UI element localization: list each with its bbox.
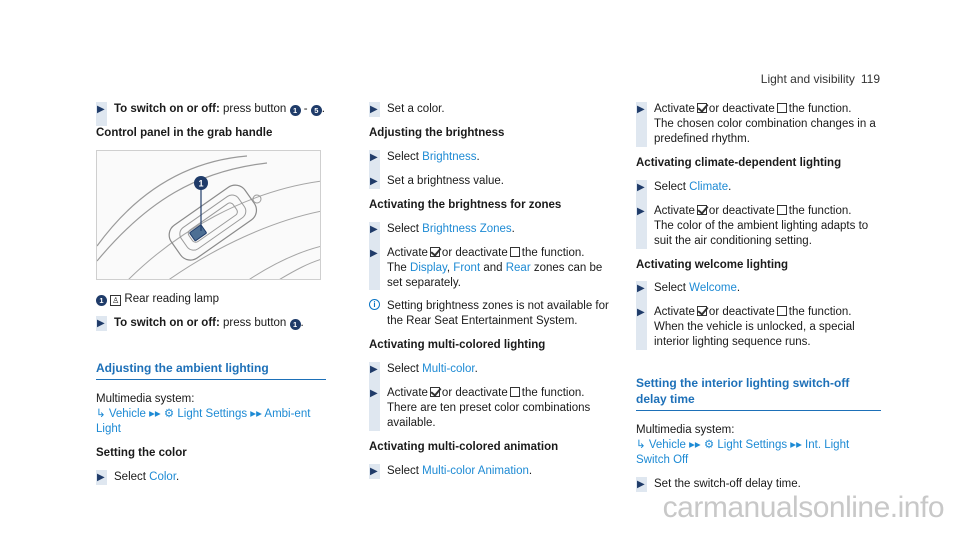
chevron-right-icon: ▸▸ xyxy=(250,408,262,421)
arrow-icon: ▶ xyxy=(97,317,105,329)
step-text: Activate xyxy=(387,387,428,400)
arrow-icon: ▶ xyxy=(370,465,378,477)
checkbox-empty-icon xyxy=(777,306,787,316)
step-select-brightness xyxy=(369,150,609,165)
period: . xyxy=(736,282,741,295)
step-switch-on-off xyxy=(96,102,326,117)
arrow-icon: ▶ xyxy=(637,205,645,217)
figure-callout: 1 xyxy=(198,178,204,189)
step-activate-welcome xyxy=(636,305,881,350)
checkbox-checked-icon xyxy=(697,205,707,215)
step-text: the function. xyxy=(521,246,585,259)
path-vehicle[interactable]: Vehicle xyxy=(648,439,686,452)
step-text: Select xyxy=(387,222,419,235)
arrow-icon: ▶ xyxy=(637,283,645,295)
info-icon: i xyxy=(369,299,380,310)
path-int-light-switch-off[interactable]: Int. Light Switch Off xyxy=(636,439,850,467)
front-link[interactable]: Front xyxy=(453,261,481,274)
step-text: Set the switch-off delay time. xyxy=(654,478,801,491)
step-text: The chosen color combination changes in a predefined rhythm. xyxy=(654,117,876,145)
step-select-climate xyxy=(636,180,881,195)
section-heading-ambient: Adjusting the ambient lighting xyxy=(96,361,326,381)
step-text: or deactivate xyxy=(708,103,775,115)
checkbox-empty-icon xyxy=(777,103,787,113)
step-set-color xyxy=(369,102,609,117)
light-settings-icon: ⚙ xyxy=(163,408,175,421)
comma: , xyxy=(446,261,451,274)
multicolor-heading: Activating multi-colored lighting xyxy=(369,339,546,352)
step-text: the function. xyxy=(788,103,852,115)
chevron-right-icon: ▸▸ xyxy=(689,439,701,452)
step-text: Activate xyxy=(387,246,428,259)
watermark: carmanualsonline.info xyxy=(662,491,944,524)
checkbox-checked-icon xyxy=(697,306,707,316)
path-arrow-icon: ↳ xyxy=(636,439,646,452)
range-sep: - xyxy=(303,103,308,115)
step-text: There are ten preset color combinations available. xyxy=(387,402,591,430)
rear-link[interactable]: Rear xyxy=(505,261,531,274)
step-select-animation xyxy=(369,464,609,479)
step-text: Select xyxy=(387,464,419,477)
section-heading-switchoff: Setting the interior lighting switch-off delay time xyxy=(636,376,881,411)
step-text: zones can be set separately. xyxy=(387,261,603,289)
step-text: Activate xyxy=(654,103,695,115)
step-set-brightness xyxy=(369,174,609,189)
arrow-icon: ▶ xyxy=(97,104,105,115)
step-switch-button xyxy=(96,316,326,331)
tip-note xyxy=(369,299,609,329)
step-activate-climate xyxy=(636,204,881,249)
checkbox-checked-icon xyxy=(697,103,707,113)
step-select-welcome xyxy=(636,281,881,296)
column-2 xyxy=(369,102,609,488)
panel-heading: Control panel in the grab handle xyxy=(96,126,273,139)
step-text: the function. xyxy=(521,387,585,400)
step-text: Activate xyxy=(654,204,695,217)
step-text: The color of the ambient lighting adapts to suit the air conditioning setting. xyxy=(654,219,869,247)
number-badge: 1 xyxy=(290,105,301,116)
multimedia-label: Multimedia system: xyxy=(96,393,195,406)
checkbox-empty-icon xyxy=(510,387,520,397)
multicolor-link[interactable]: Multi-color xyxy=(422,363,475,376)
step-text: press button xyxy=(223,316,287,329)
step-text: or deactivate xyxy=(708,306,775,319)
step-text: or deactivate xyxy=(441,246,508,259)
brightness-link[interactable]: Brightness xyxy=(422,150,477,163)
climate-heading: Activating climate-dependent lighting xyxy=(636,156,842,169)
path-light-settings[interactable]: Light Settings xyxy=(177,408,248,421)
step-text: Select xyxy=(114,471,146,484)
number-badge: 1 xyxy=(290,319,301,330)
column-3 xyxy=(636,102,881,501)
checkbox-empty-icon xyxy=(510,247,520,257)
grab-handle-illustration xyxy=(97,151,321,280)
seat-lamp-icon: ♙ xyxy=(112,295,120,305)
step-text: and xyxy=(483,261,503,274)
number-badge: 1 xyxy=(96,295,107,306)
period: . xyxy=(321,103,325,115)
period: . xyxy=(474,363,478,376)
step-text: Activate xyxy=(654,306,695,319)
zones-heading: Activating the brightness for zones xyxy=(369,198,562,211)
checkbox-empty-icon xyxy=(777,205,787,215)
period: . xyxy=(728,180,732,193)
step-label: To switch on or off: xyxy=(114,103,220,115)
step-text: Select xyxy=(654,282,686,295)
brightness-zones-link[interactable]: Brightness Zones xyxy=(422,222,512,235)
step-activate-animation xyxy=(636,102,881,147)
step-text: Select xyxy=(387,150,419,163)
step-text: Select xyxy=(387,363,419,376)
period: . xyxy=(476,150,480,163)
grab-handle-figure xyxy=(96,150,321,280)
arrow-icon: ▶ xyxy=(637,479,645,491)
arrow-icon: ▶ xyxy=(370,151,378,163)
color-link[interactable]: Color xyxy=(149,471,177,484)
step-text: or deactivate xyxy=(441,387,508,400)
period: . xyxy=(528,464,533,477)
menu-path xyxy=(96,392,326,437)
step-text: or deactivate xyxy=(708,204,775,217)
arrow-icon: ▶ xyxy=(637,181,645,193)
step-label: To switch on or off: xyxy=(114,316,220,329)
legend-text: Rear reading lamp xyxy=(124,292,220,305)
step-activate-multicolor xyxy=(369,386,609,431)
menu-path xyxy=(636,423,881,468)
step-text: the function. xyxy=(788,306,852,319)
section-title: Light and visibility xyxy=(760,72,855,86)
number-badge: 5 xyxy=(311,105,322,116)
step-text: Set a brightness value. xyxy=(387,174,504,187)
welcome-link[interactable]: Welcome xyxy=(689,282,737,295)
step-text: press button xyxy=(223,103,287,115)
multimedia-label: Multimedia system: xyxy=(636,424,735,437)
path-ambient-light[interactable]: Ambi‑ent Light xyxy=(96,408,311,436)
chevron-right-icon: ▸▸ xyxy=(149,408,161,421)
climate-link[interactable]: Climate xyxy=(689,180,729,193)
arrow-icon: ▶ xyxy=(370,247,378,259)
arrow-icon: ▶ xyxy=(370,388,378,400)
step-text: The xyxy=(387,261,407,274)
arrow-icon: ▶ xyxy=(97,472,105,484)
welcome-heading: Activating welcome lighting xyxy=(636,258,789,271)
step-text: the function. xyxy=(788,204,852,217)
chevron-right-icon: ▸▸ xyxy=(790,439,802,452)
arrow-icon: ▶ xyxy=(637,307,645,319)
step-select-color xyxy=(96,470,326,485)
animation-heading: Activating multi-colored animation xyxy=(369,441,559,453)
light-settings-icon: ⚙ xyxy=(703,439,715,452)
step-select-multicolor xyxy=(369,362,609,377)
tip-text: Setting brightness zones is not available for the Rear Seat Entertainment System. xyxy=(387,300,609,328)
step-text: Set a color. xyxy=(387,103,445,115)
step-text: When the vehicle is unlocked, a special interior lighting sequence runs. xyxy=(654,321,855,349)
arrow-icon: ▶ xyxy=(370,223,378,235)
period: . xyxy=(176,471,180,484)
brightness-heading: Adjusting the brightness xyxy=(369,126,505,139)
arrow-icon: ▶ xyxy=(370,104,378,115)
color-heading: Setting the color xyxy=(96,447,187,460)
step-select-zones xyxy=(369,222,609,237)
path-vehicle[interactable]: Vehicle xyxy=(108,408,146,421)
legend-item xyxy=(96,292,326,307)
arrow-icon: ▶ xyxy=(637,104,645,115)
period: . xyxy=(300,316,304,329)
display-link[interactable]: Display xyxy=(410,261,447,274)
page-number: 119 xyxy=(860,72,880,86)
step-activate-zones xyxy=(369,246,609,291)
column-1 xyxy=(96,102,326,494)
path-arrow-icon: ↳ xyxy=(96,408,106,421)
checkbox-checked-icon xyxy=(430,247,440,257)
step-text: Select xyxy=(654,180,686,193)
path-light-settings[interactable]: Light Settings xyxy=(717,439,788,452)
multicolor-animation-link[interactable]: Multi-color Animation xyxy=(422,464,529,477)
page-header xyxy=(761,72,880,88)
arrow-icon: ▶ xyxy=(370,364,378,376)
period: . xyxy=(511,222,515,235)
arrow-icon: ▶ xyxy=(370,175,378,187)
checkbox-checked-icon xyxy=(430,387,440,397)
